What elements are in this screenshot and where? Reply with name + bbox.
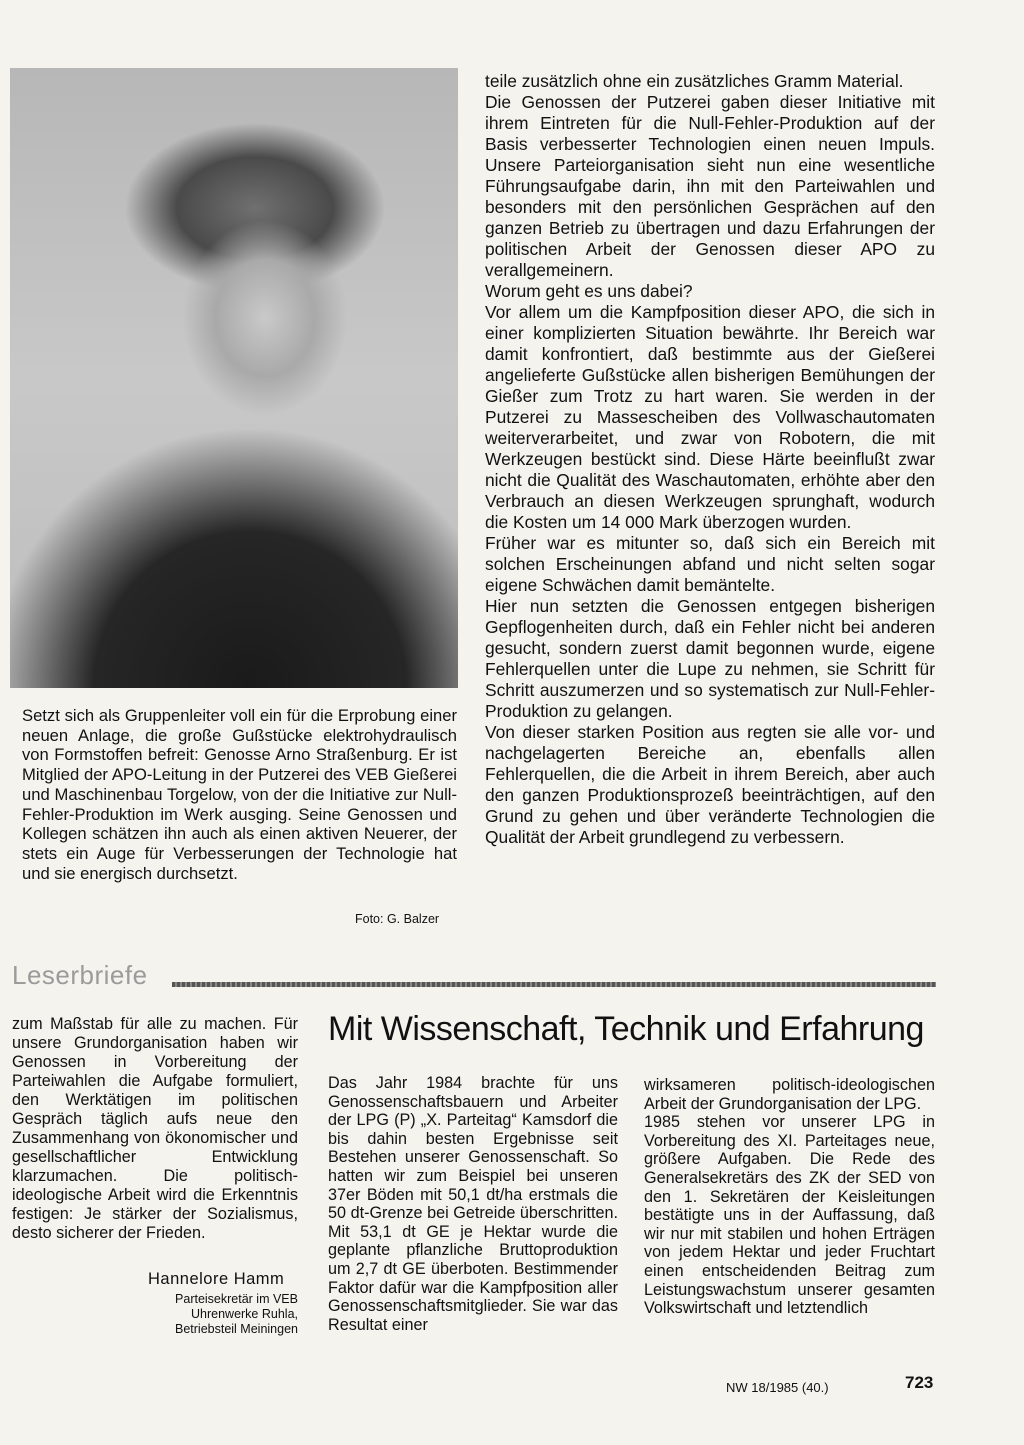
- paragraph: Worum geht es uns dabei?: [485, 281, 693, 301]
- paragraph: Von dieser starken Position aus regten sie alle vor- und nachgelagerten Bereiche an, ebenfalls allen Fehlerquellen, die die Arbeit in ihrem Bereich, aber auch den ganzen Produktionsprozeß beeinträchtigen, auf den Grund zu gehen und über veränderte Technologien die Qualität der Arbeit grundlegend zu verbessern.: [485, 722, 935, 847]
- issue-reference: NW 18/1985 (40.): [726, 1380, 829, 1395]
- article-headline: Mit Wissenschaft, Technik und Erfahrung: [328, 1010, 924, 1048]
- author-role: Parteisekretär im VEB Uhrenwerke Ruhla, Betriebsteil Meiningen: [175, 1292, 298, 1336]
- author-name: Hannelore Hamm: [148, 1270, 285, 1288]
- article-right-column: [485, 71, 935, 848]
- article-column-2: [644, 1076, 935, 1318]
- paragraph: Die Genossen der Putzerei gaben dieser Initiative mit ihrem Eintreten für die Null-Fehler-Produktion auf der Basis verbesserter Technologien einen neuen Impuls. Unsere Parteiorganisation sieht nun eine wesentliche Führungsaufgabe darin, ihn mit den Parteiwahlen und besonders mit den persönlichen Gesprächen auf den ganzen Betrieb zu übertragen und dazu Erfahrungen der politischen Arbeit der Genossen dieser APO zu verallgemeinern.: [485, 92, 935, 280]
- paragraph: teile zusätzlich ohne ein zusätzliches Gramm Material.: [485, 71, 904, 91]
- letter-text: zum Maßstab für alle zu machen. Für unsere Grundorganisation haben wir Genossen in Vorbereitung der Parteiwahlen die Aufgabe formuliert, den Werktätigen im politischen Gespräch täglich aufs neue den Zusammenhang von ökonomischer und gesellschaftlicher Entwicklung klarzumachen. Die politisch-ideologische Arbeit wird die Erkenntnis festigen: Je stärker der Sozialismus, desto sicherer der Frieden.: [12, 1015, 298, 1242]
- paragraph: Früher war es mitunter so, daß sich ein Bereich mit solchen Erscheinungen abfand und nicht selten sogar eigene Schwächen damit bemäntelte.: [485, 533, 935, 595]
- photo-credit: Foto: G. Balzer: [355, 912, 440, 926]
- section-label: Leserbriefe: [12, 960, 148, 990]
- photo-caption: Setzt sich als Gruppenleiter voll ein für die Erprobung einer neuen Anlage, die große Gußstücke elektrohydraulisch von Formstoffen befreit: Genosse Arno Straßenburg. Er ist Mitglied der APO-Leitung in der Putzerei des VEB Gießerei und Maschinenbau Torgelow, von der die Initiative zur Null-Fehler-Produktion im Werk ausging. Seine Genossen und Kollegen schätzen ihn auch als einen aktiven Neuerer, der stets ein Auge für Verbesserungen der Technologie hat und sie energisch durchsetzt.: [22, 706, 457, 883]
- paragraph: 1985 stehen vor unserer LPG in Vorbereitung des XI. Parteitages neue, größere Aufgaben. Die Rede des Generalsekretärs des ZK der SED von den 1. Sekretären der Keisleitungen bestätigte uns in der Auffassung, daß wir nur mit stabilen und hohen Erträgen von jedem Hektar und jeder Fruchtart einen entscheidenden Beitrag zum Leistungswachstum unserer gesamten Volkswirtschaft und letztendlich: [644, 1113, 935, 1318]
- paragraph: wirksameren politisch-ideologischen Arbeit der Grundorganisation der LPG.: [644, 1076, 935, 1113]
- paragraph: Vor allem um die Kampfposition dieser APO, die sich in einer komplizierten Situation bewährte. Ihr Bereich war damit konfrontiert, daß bestimmte aus der Gießerei angelieferte Gußstücke allen bisherigen Bemühungen der Gießer zum Trotz zu hart waren. Sie werden in der Putzerei zu Massescheiben des Vollwaschautomaten weiterverarbeitet, und zwar von Robotern, die mit Werkzeugen bestückt sind. Diese Härte beeinflußt zwar nicht die Qualität des Waschautomaten, erhöhte aber den Verbrauch an diesen Werkzeugen sprunghaft, wodurch die Kosten um 14 000 Mark überzogen wurden.: [485, 302, 935, 532]
- paragraph: Hier nun setzten die Genossen entgegen bisherigen Gepflogenheiten durch, daß ein Fehler nicht bei anderen gesucht, sondern zuerst damit begonnen wurde, eigene Fehlerquellen unter die Lupe zu nehmen, sie Schritt für Schritt auszumerzen und so systematisch zur Null-Fehler-Produktion zu gelangen.: [485, 596, 935, 721]
- portrait-photo: [10, 68, 458, 688]
- page-number: 723: [905, 1373, 934, 1392]
- article-column-1: Das Jahr 1984 brachte für uns Genossenschaftsbauern und Arbeiter der LPG (P) „X. Parteitag“ Kamsdorf die bis dahin besten Ergebnisse seit Bestehen unserer Genossenschaft. So hatten wir zum Beispiel bei unseren 37er Böden mit 50,1 dt/ha erstmals die 50 dt-Grenze bei Getreide überschritten. Mit 53,1 dt GE je Hektar wurde die geplante pflanzliche Bruttoproduktion um 2,7 dt GE überboten. Bestimmender Faktor dafür war die Kampfposition aller Genossenschaftsmitglieder. Sie war das Resultat einer: [328, 1074, 618, 1334]
- section-divider: [172, 982, 936, 987]
